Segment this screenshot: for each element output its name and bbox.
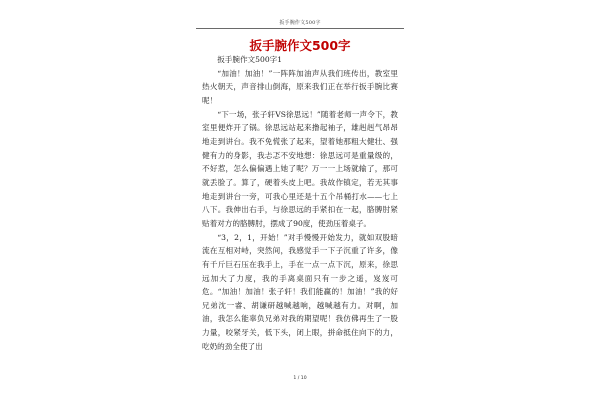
running-header: 扳手腕作文500字 xyxy=(279,20,321,26)
body-paragraph: “3，2，1，开始！”对手慢慢开始发力，就如双股暗流在互相对峙，突然间，我感觉手一下子沉重了许多，像有千斤巨石压在我手上，手在一点一点下沉，原来，徐思远加大了力度，我的手离桌面只有一步之遥，岌岌可危。“加油！加油！张子轩！我们能赢的！加油！”我的好兄弟沈一睿、胡谦研越喊越响，越喊越有力。对啊，加油，我怎么能辜负兄弟对我的期望呢！我仿佛再生了一股力量，咬紧牙关，低下头，闭上眼，拼命抵住向下的力，吃奶的劲全使了出 xyxy=(202,232,398,351)
body-paragraph: “下一场，张子轩VS徐思远！”随着老师一声令下，教室里便炸开了锅。徐思远站起来撸起袖子，雄赳赳气昂昂地走到讲台。我不免慌张了起来，望着她那粗大健壮、强健有力的身影，我忐忑不安地想：徐思远可是重量级的，不好惹，怎么偏偏遇上她了呢？万一一上场就输了，那可就丢脸了。算了，硬着头皮上吧。我故作镇定，若无其事地走到讲台一旁，可我心里还是十五个吊桶打水——七上八下。我伸出右手，与徐思远的手紧扣在一起，胳膊肘紧贴着对方的胳膊肘，摆成了90度，使劲压着桌子。 xyxy=(202,109,398,228)
page-number: 1 / 10 xyxy=(293,376,307,381)
document-body xyxy=(202,53,398,353)
section-heading: 扳手腕作文500字1 xyxy=(217,55,283,64)
body-paragraph: “加油！加油！”一阵阵加油声从我们班传出，教室里热火朝天，声音排山倒海，原来我们正在举行扳手腕比赛呢！ xyxy=(202,68,398,105)
header-divider xyxy=(196,28,404,29)
document-title: 扳手腕作文500字 xyxy=(249,38,351,53)
